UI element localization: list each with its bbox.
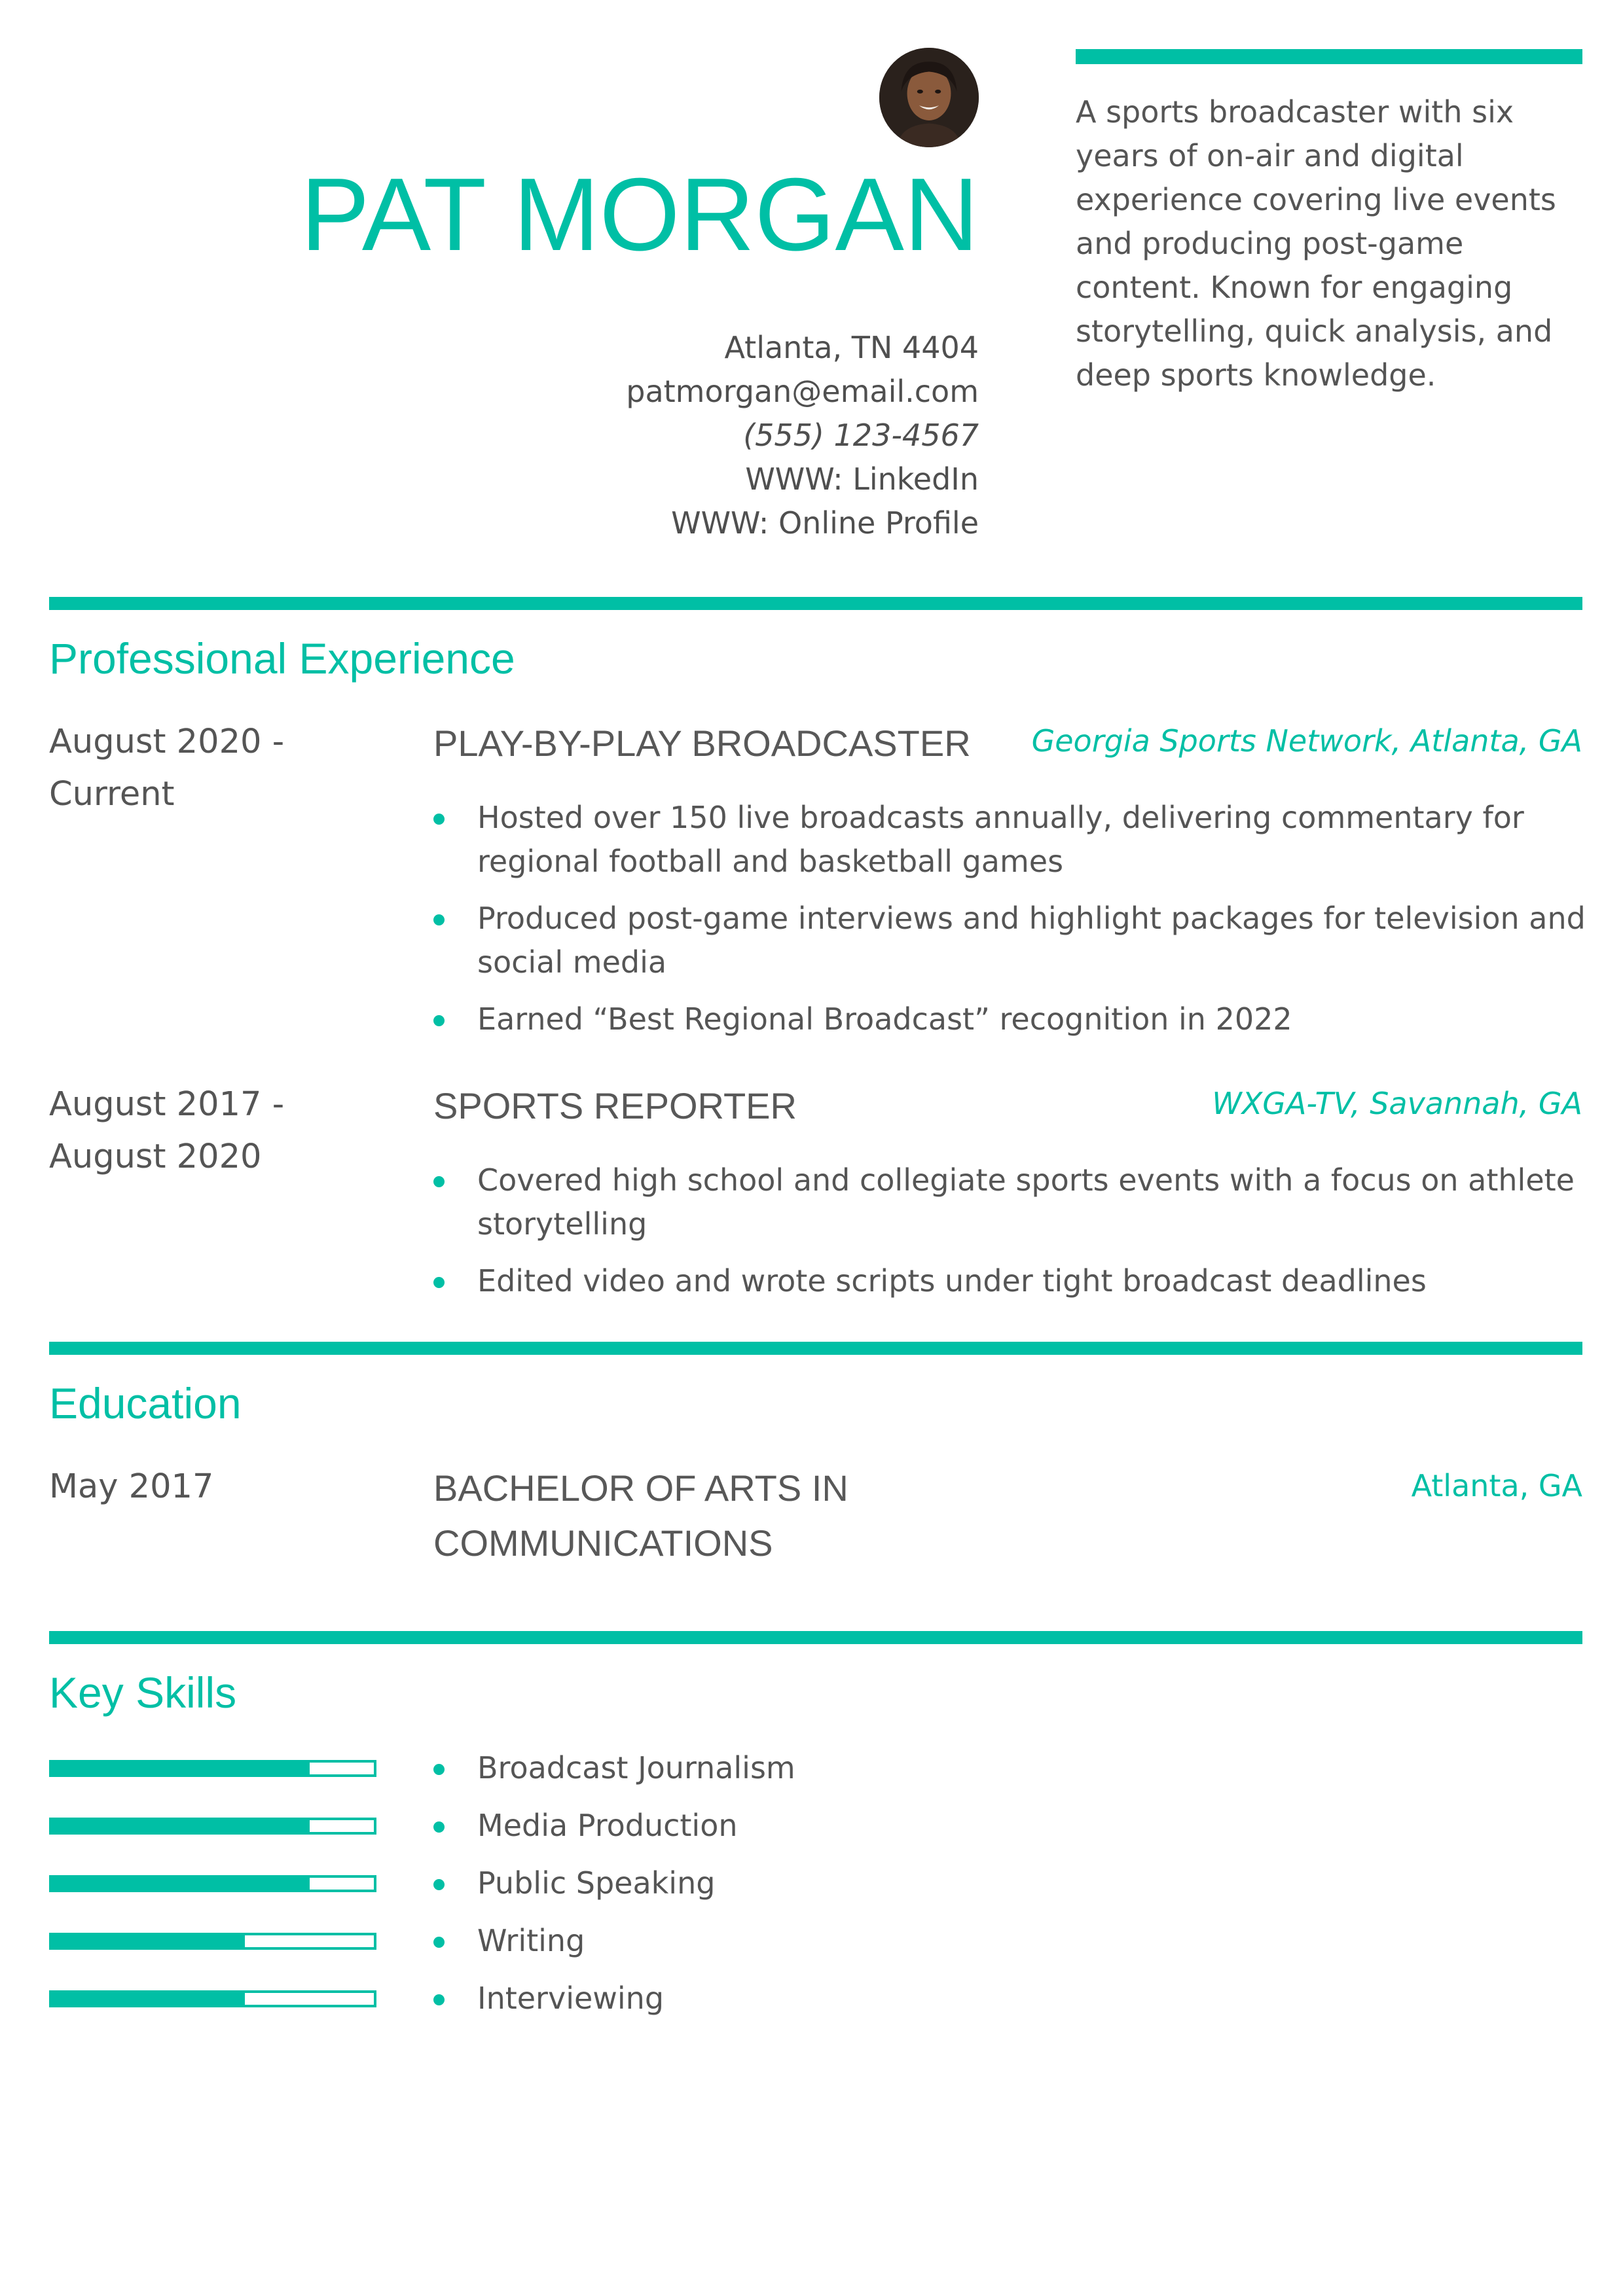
job-date xyxy=(49,1079,390,1183)
degree-line: BACHELOR OF ARTS IN xyxy=(433,1467,848,1509)
job-date-start: August 2020 - xyxy=(49,723,285,761)
contact-profile-link[interactable]: WWW: Online Profile xyxy=(671,505,979,541)
skill-level-fill xyxy=(52,1993,245,2005)
skill-item: Public Speaking xyxy=(433,1861,1586,1905)
candidate-name: PAT MORGAN xyxy=(301,157,979,272)
profile-photo xyxy=(879,48,979,147)
job-date xyxy=(49,716,390,821)
job-bullet: Edited video and wrote scripts under tight broadcast deadlines xyxy=(433,1259,1586,1303)
degree-line: COMMUNICATIONS xyxy=(433,1522,773,1564)
degree-title xyxy=(433,1461,848,1571)
contact-block xyxy=(626,326,979,545)
skill-item: Broadcast Journalism xyxy=(433,1746,1586,1790)
skill-level-fill xyxy=(52,1878,310,1890)
section-title-experience: Professional Experience xyxy=(49,634,515,683)
job-bullet: Hosted over 150 live broadcasts annually, delivering commentary for regional football and basketball games xyxy=(433,796,1586,884)
bullet-dot-icon xyxy=(433,1937,445,1948)
section-title-skills: Key Skills xyxy=(49,1668,237,1717)
section-divider xyxy=(49,1342,1582,1355)
contact-linkedin-link[interactable]: WWW: LinkedIn xyxy=(745,461,979,497)
education-location: Atlanta, GA xyxy=(1411,1468,1582,1503)
summary-text: A sports broadcaster with six years of on-air and digital experience covering live events and producing post-game content. Known for engaging storytelling, quick analysis, and deep sports knowledge. xyxy=(1076,94,1556,393)
bullet-dot-icon xyxy=(433,814,445,825)
skill-level-fill xyxy=(52,1820,310,1832)
job-date-end: August 2020 xyxy=(49,1138,262,1176)
section-divider xyxy=(49,597,1582,610)
skill-item: Interviewing xyxy=(433,1977,1586,2020)
job-bullet: Earned “Best Regional Broadcast” recognition in 2022 xyxy=(433,997,1586,1041)
skill-level-bar xyxy=(49,1990,376,2007)
job-title: PLAY-BY-PLAY BROADCASTER xyxy=(433,723,971,764)
contact-phone[interactable]: (555) 123-4567 xyxy=(743,418,979,453)
job-employer: WXGA-TV, Savannah, GA xyxy=(1212,1086,1582,1121)
bullet-dot-icon xyxy=(433,1879,445,1890)
section-divider xyxy=(49,1631,1582,1644)
job-date-start: August 2017 - xyxy=(49,1085,285,1124)
skill-level-bar xyxy=(49,1875,376,1892)
skill-level-fill xyxy=(52,1763,310,1774)
summary-accent-bar xyxy=(1076,49,1582,64)
education-date: May 2017 xyxy=(49,1467,214,1506)
bullet-dot-icon xyxy=(433,1015,445,1026)
skill-level-bar xyxy=(49,1760,376,1777)
skill-level-bar xyxy=(49,1933,376,1950)
job-bullet: Produced post-game interviews and highlight packages for television and social media xyxy=(433,897,1586,984)
section-title-education: Education xyxy=(49,1379,242,1427)
skill-list xyxy=(433,1746,1586,2020)
job-title: SPORTS REPORTER xyxy=(433,1085,797,1126)
contact-address: Atlanta, TN 4404 xyxy=(724,330,979,365)
bullet-dot-icon xyxy=(433,1764,445,1775)
skill-level-fill xyxy=(52,1935,245,1947)
skill-level-bar xyxy=(49,1818,376,1835)
job-bullet-list xyxy=(433,1158,1586,1303)
bullet-dot-icon xyxy=(433,1821,445,1833)
job-bullet: Covered high school and collegiate sports events with a focus on athlete storytelling xyxy=(433,1158,1586,1246)
job-employer: Georgia Sports Network, Atlanta, GA xyxy=(1031,723,1582,759)
bullet-dot-icon xyxy=(433,1277,445,1288)
job-date-end: Current xyxy=(49,775,175,814)
bullet-dot-icon xyxy=(433,1994,445,2005)
job-bullet-list xyxy=(433,796,1586,1041)
skill-item: Media Production xyxy=(433,1804,1586,1848)
bullet-dot-icon xyxy=(433,914,445,925)
skill-item: Writing xyxy=(433,1919,1586,1963)
bullet-dot-icon xyxy=(433,1176,445,1187)
contact-email[interactable]: patmorgan@email.com xyxy=(626,374,979,409)
